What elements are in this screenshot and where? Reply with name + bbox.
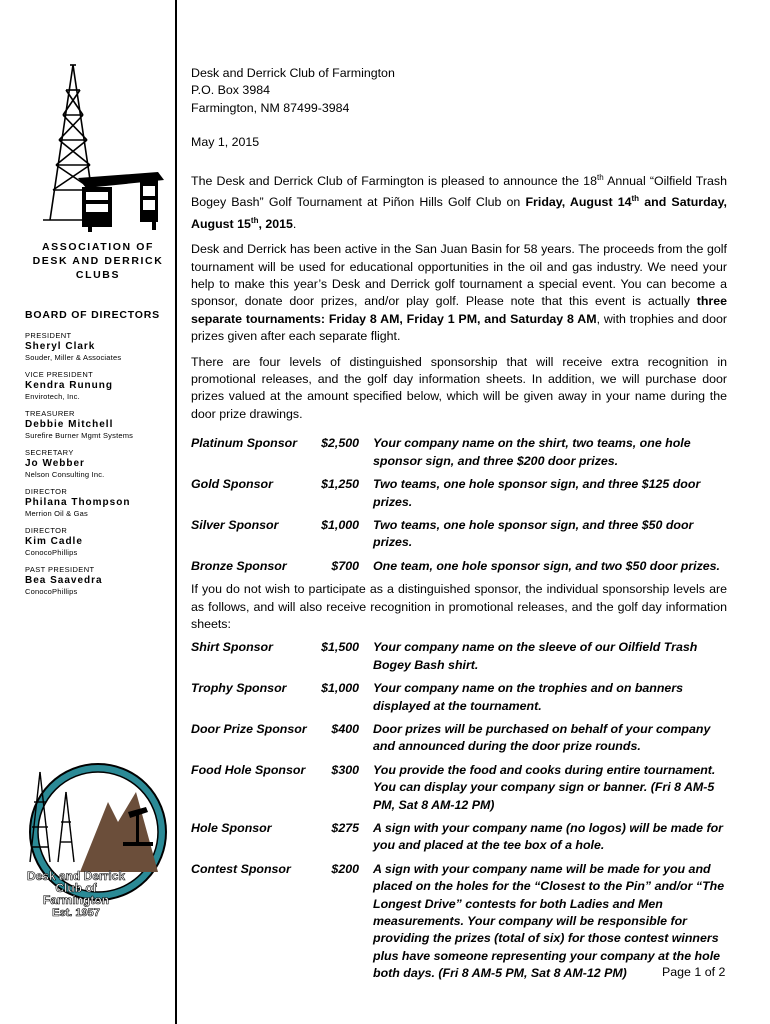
svg-text:Est. 1957: Est. 1957 — [52, 907, 100, 919]
officer-treasurer: TREASURER Debbie Mitchell Surefire Burner Mgmt Systems — [25, 409, 134, 440]
intro-paragraph: The Desk and Derrick Club of Farmington is pleased to announce the 18th Annual “Oilfield Trash Bogey Bash” Golf Tournament at Piñon Hills Golf Club on Friday, August 14th and Saturday, August 15th, 2015. — [191, 172, 727, 231]
purpose-paragraph: Desk and Derrick has been active in the San Juan Basin for 58 years. The proceeds from the golf tournament will be used for educational opportunities in the oil and gas industry. We need your help to make this year’s Desk and Derrick golf tournament a special event. You can become a sponsor, donate door prizes, and/or play golf. Please note that this event is actually three separate tournaments: Friday 8 AM, Friday 1 PM, and Saturday 8 AM, with trophies and door prizes given after each separate flight. — [191, 242, 727, 344]
distinguished-sponsor-list — [191, 435, 727, 575]
officer-president: PRESIDENT Sheryl Clark Souder, Miller & Associates — [25, 331, 122, 362]
sponsor-row-trophy: Trophy Sponsor $1,000 Your company name on the trophies and on banners displayed at the tournament. — [191, 681, 684, 713]
sidebar — [0, 0, 175, 1024]
letter-date: May 1, 2015 — [191, 135, 260, 150]
officer-vice-president: VICE PRESIDENT Kendra Runung Envirotech, Inc. — [25, 370, 113, 401]
sponsor-row-gold: Gold Sponsor $1,250 Two teams, one hole sponsor sign, and three $125 door prizes. — [191, 477, 701, 509]
svg-text:Farmington: Farmington — [43, 893, 109, 907]
derrick-desk-logo — [18, 60, 168, 240]
sponsor-row-food-hole: Food Hole Sponsor $300 You provide the food and cooks during entire tournament. You can display your company sign or banner. (Fri 8 AM-5 PM, Sat 8 AM-12 PM) — [191, 762, 716, 812]
return-address: Desk and Derrick Club of Farmington P.O. Box 3984 Farmington, NM 87499-3984 — [191, 66, 395, 115]
officer-list — [25, 331, 175, 604]
club-seal-logo — [18, 752, 168, 922]
officer-past-president: PAST PRESIDENT Bea Saavedra ConocoPhillips — [25, 565, 103, 596]
sponsor-row-shirt: Shirt Sponsor $1,500 Your company name on the sleeve of our Oilfield Trash Bogey Bash shirt. — [191, 640, 698, 672]
association-name: ASSOCIATION OF DESK AND DERRICK CLUBS — [32, 241, 164, 281]
sponsor-row-hole: Hole Sponsor $275 A sign with your company name (no logos) will be made for you and placed at the tee box of a hole. — [191, 821, 723, 853]
distinguished-paragraph: There are four levels of distinguished sponsorship that will receive extra recognition in promotional releases, and the golf day information sheets. In addition, we will purchase door prizes valued at the amount specified below, which will be given away in your name during the door prize drawings. — [191, 354, 727, 421]
officer-secretary: SECRETARY Jo Webber Nelson Consulting Inc. — [25, 448, 105, 479]
vertical-divider — [175, 0, 177, 1024]
individual-sponsor-list — [191, 639, 727, 982]
svg-text:Desk and Derrick: Desk and Derrick — [26, 869, 126, 883]
letter-body — [191, 65, 727, 983]
officer-director-1: DIRECTOR Philana Thompson Merrion Oil & Gas — [25, 487, 131, 518]
sponsor-row-door-prize: Door Prize Sponsor $400 Door prizes will be purchased on behalf of your company and announced during the door prize rounds. — [191, 721, 711, 754]
individual-paragraph: If you do not wish to participate as a distinguished sponsor, the individual sponsorship levels are as follows, and will also receive recognition in promotional releases, and the golf day information sheets: — [191, 582, 727, 631]
board-heading: BOARD OF DIRECTORS — [25, 309, 160, 321]
page-number: Page 1 of 2 — [662, 965, 726, 979]
sponsor-row-platinum: Platinum Sponsor $2,500 Your company name on the shirt, two teams, one hole sponsor sign, and three $200 door prizes. — [191, 436, 691, 468]
officer-director-2: DIRECTOR Kim Cadle ConocoPhillips — [25, 526, 83, 557]
sponsor-row-contest: Contest Sponsor $200 A sign with your company name will be made for you and placed on the holes for the “Closest to the Pin” and/or “The Longest Drive” contests for both Ladies and Men measurements. Your company will be responsible for providing the prizes (total of six) for those contest winners plus have someone representing your company at the hole both days. (Fri 8 AM-5 PM, Sat 8 AM-12 PM) — [191, 861, 725, 981]
sponsor-row-silver: Silver Sponsor $1,000 Two teams, one hole sponsor sign, and three $50 door prizes. — [191, 517, 694, 550]
svg-text:Club of: Club of — [55, 881, 97, 895]
sponsor-row-bronze: Bronze Sponsor $700 One team, one hole sponsor sign, and two $50 door prizes. — [191, 558, 720, 573]
